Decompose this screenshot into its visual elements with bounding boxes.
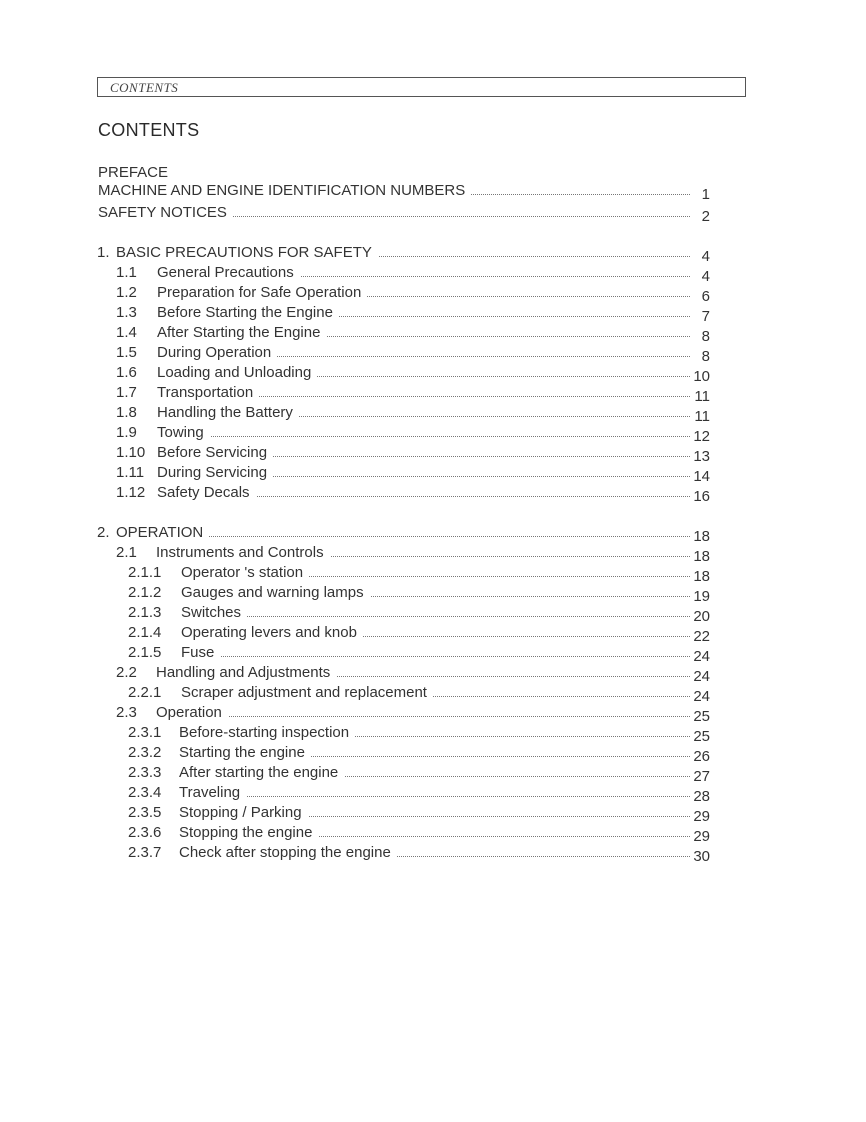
toc-entry-title: BASIC PRECAUTIONS FOR SAFETY (116, 243, 378, 263)
toc-entry-title: Check after stopping the engine (179, 843, 397, 863)
toc-entry-page-number: 12 (693, 428, 710, 445)
toc-entry (0, 483, 866, 503)
toc-entry-page-number: 30 (693, 848, 710, 865)
toc-entry-number: 2.2.1 (128, 684, 162, 701)
toc-entry-title: Preparation for Safe Operation (157, 283, 367, 303)
toc-entry (0, 203, 866, 223)
toc-entry-number: 2.1.5 (128, 644, 162, 661)
toc-entry-number: 1. (97, 244, 110, 261)
toc-entry-page-number: 24 (693, 688, 710, 705)
toc-entry-number: 1.8 (116, 404, 137, 421)
toc-entry (0, 303, 866, 323)
toc-entry-number: 1.7 (116, 384, 137, 401)
dot-leader (179, 796, 690, 797)
toc-entry (0, 663, 866, 683)
toc-entry-title: Switches (181, 603, 247, 623)
toc-entry-title: Safety Decals (157, 483, 256, 503)
toc-entry-page-number: 11 (694, 408, 710, 425)
toc-entry-title: MACHINE AND ENGINE IDENTIFICATION NUMBERS (98, 181, 471, 201)
toc-entry-page-number: 7 (701, 308, 710, 325)
toc-entry (0, 683, 866, 703)
toc-entry (0, 463, 866, 483)
toc-entry-number: 2. (97, 524, 110, 541)
toc-entry (0, 343, 866, 363)
toc-entry (0, 583, 866, 603)
toc-entry (0, 263, 866, 283)
toc-entry-number: 1.1 (116, 264, 137, 281)
toc-entry-title: Towing (157, 423, 210, 443)
toc-entry-page-number: 4 (701, 268, 710, 285)
toc-entry-number: 1.2 (116, 284, 137, 301)
toc-entry-number: 2.3.5 (128, 804, 162, 821)
toc-entry-number: 2.1 (116, 544, 137, 561)
toc-entry (0, 163, 866, 183)
toc-entry (0, 623, 866, 643)
toc-entry-title: Gauges and warning lamps (181, 583, 370, 603)
toc-entry-title: Before Starting the Engine (157, 303, 339, 323)
toc-entry-title: OPERATION (116, 523, 209, 543)
toc-entry-number: 2.3.1 (128, 724, 162, 741)
toc-entry-number: 2.3.4 (128, 784, 162, 801)
toc-entry (0, 403, 866, 423)
toc-entry-number: 2.1.1 (128, 564, 162, 581)
toc-entry (0, 823, 866, 843)
toc-entry-page-number: 13 (693, 448, 710, 465)
toc-entry-page-number: 4 (701, 248, 710, 265)
toc-entry-title: During Operation (157, 343, 277, 363)
toc-entry-number: 2.3 (116, 704, 137, 721)
toc-entry-title: Operating levers and knob (181, 623, 363, 643)
toc-entry-page-number: 25 (693, 728, 710, 745)
toc-entry-title: During Servicing (157, 463, 273, 483)
toc-entry-number: 1.6 (116, 364, 137, 381)
toc-entry-title: After Starting the Engine (157, 323, 326, 343)
toc-entry (0, 363, 866, 383)
toc-entry-page-number: 20 (693, 608, 710, 625)
toc-entry (0, 643, 866, 663)
toc-entry-title: Transportation (157, 383, 259, 403)
toc-entry-number: 1.12 (116, 484, 146, 501)
toc-entry-title: Handling and Adjustments (156, 663, 336, 683)
toc-entry-page-number: 18 (693, 528, 710, 545)
toc-entry-title: Starting the engine (179, 743, 311, 763)
toc-entry-number: 2.3.2 (128, 744, 162, 761)
dot-leader (157, 436, 690, 437)
toc-entry-title: Instruments and Controls (156, 543, 330, 563)
toc-entry-number: 1.3 (116, 304, 137, 321)
toc-entry-page-number: 6 (701, 288, 710, 305)
toc-entry-title: Handling the Battery (157, 403, 299, 423)
toc-entry-title: After starting the engine (179, 763, 344, 783)
toc-entry-number: 2.1.2 (128, 584, 162, 601)
toc-entry-title: Fuse (181, 643, 220, 663)
toc-entry (0, 783, 866, 803)
toc-entry-page-number: 8 (701, 328, 710, 345)
toc-entry-page-number: 16 (693, 488, 710, 505)
toc-entry-page-number: 10 (693, 368, 710, 385)
toc-entry-number: 1.4 (116, 324, 137, 341)
toc-entry (0, 543, 866, 563)
toc-entry-title: Traveling (179, 783, 246, 803)
toc-entry-title: Operation (156, 703, 228, 723)
toc-entry-title: Before Servicing (157, 443, 273, 463)
toc-entry (0, 423, 866, 443)
toc-entry (0, 243, 866, 263)
toc-entry-title: Scraper adjustment and replacement (181, 683, 433, 703)
toc-entry (0, 383, 866, 403)
toc-entry-page-number: 24 (693, 648, 710, 665)
toc-entry-title: Loading and Unloading (157, 363, 317, 383)
toc-entry-number: 1.9 (116, 424, 137, 441)
toc-entry (0, 181, 866, 201)
toc-entry-number: 2.1.4 (128, 624, 162, 641)
toc-entry-title: SAFETY NOTICES (98, 203, 233, 223)
toc-entry (0, 443, 866, 463)
toc-entry-page-number: 24 (693, 668, 710, 685)
page-title: CONTENTS (98, 120, 200, 140)
toc-entry-number: 2.2 (116, 664, 137, 681)
toc-entry-page-number: 18 (693, 548, 710, 565)
toc-entry-number: 1.5 (116, 344, 137, 361)
toc-entry-page-number: 8 (701, 348, 710, 365)
toc-entry-number: 1.10 (116, 444, 146, 461)
toc-entry (0, 283, 866, 303)
toc-entry (0, 563, 866, 583)
toc-entry-title: PREFACE (98, 163, 174, 183)
toc-entry-number: 1.11 (116, 464, 145, 481)
toc-entry (0, 323, 866, 343)
toc-entry (0, 603, 866, 623)
running-header-label: CONTENTS (110, 80, 179, 95)
toc-entry-page-number: 29 (693, 828, 710, 845)
toc-entry-page-number: 19 (693, 588, 710, 605)
toc-entry-page-number: 18 (693, 568, 710, 585)
toc-entry-number: 2.3.3 (128, 764, 162, 781)
dot-leader (181, 616, 690, 617)
toc-entry-title: General Precautions (157, 263, 300, 283)
toc-entry (0, 803, 866, 823)
toc-entry-page-number: 1 (701, 186, 710, 203)
toc-entry-number: 2.3.7 (128, 844, 162, 861)
toc-entry (0, 743, 866, 763)
running-header (97, 77, 746, 97)
toc-entry-title: Stopping / Parking (179, 803, 308, 823)
toc-entry-page-number: 11 (694, 388, 710, 405)
toc-entry-page-number: 29 (693, 808, 710, 825)
toc-entry-title: Operator 's station (181, 563, 309, 583)
toc-entry-page-number: 28 (693, 788, 710, 805)
toc-entry-number: 2.3.6 (128, 824, 162, 841)
toc-entry (0, 843, 866, 863)
toc-entry-title: Stopping the engine (179, 823, 318, 843)
toc-entry (0, 763, 866, 783)
toc-entry-page-number: 22 (693, 628, 710, 645)
toc-entry-page-number: 26 (693, 748, 710, 765)
toc-entry (0, 723, 866, 743)
toc-entry-page-number: 2 (701, 208, 710, 225)
toc-entry-title: Before-starting inspection (179, 723, 355, 743)
toc-entry-page-number: 25 (693, 708, 710, 725)
dot-leader (181, 656, 690, 657)
toc-entry (0, 523, 866, 543)
toc-entry (0, 703, 866, 723)
toc-entry-page-number: 14 (693, 468, 710, 485)
toc-entry-number: 2.1.3 (128, 604, 162, 621)
dot-leader (156, 716, 690, 717)
toc-entry-page-number: 27 (693, 768, 710, 785)
